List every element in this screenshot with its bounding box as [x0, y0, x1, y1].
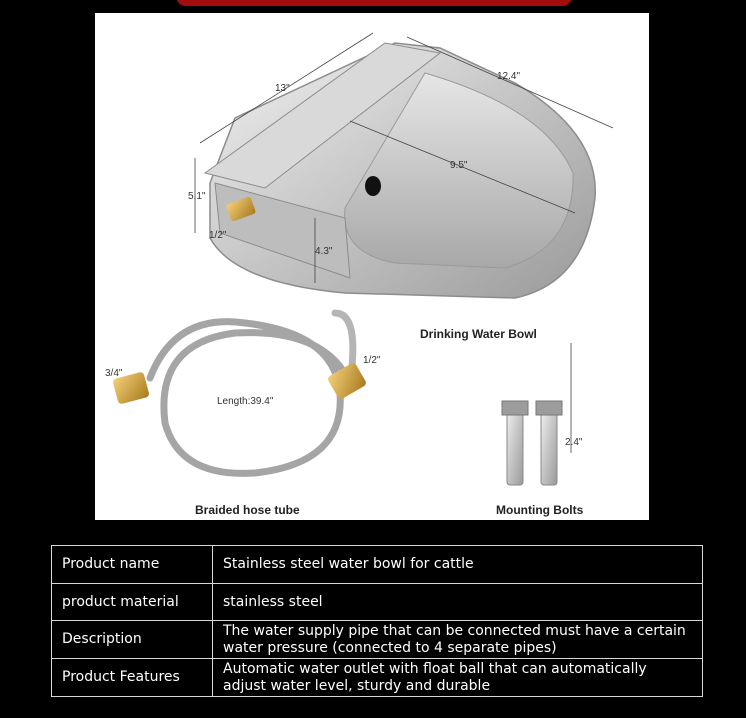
- spec-label: product material: [52, 584, 213, 621]
- dim-inlet: 1/2": [209, 230, 227, 241]
- caption-bolts: Mounting Bolts: [496, 503, 584, 517]
- dim-bolt-length: 2.4": [565, 437, 583, 448]
- spec-value: Automatic water outlet with float ball that can automatically adjust water level, sturdy and durable: [213, 659, 703, 697]
- spec-label: Description: [52, 621, 213, 659]
- dim-bowl-length: 13": [275, 83, 290, 94]
- dim-bowl-depth: 4.3": [315, 246, 333, 257]
- product-photo: [95, 13, 649, 520]
- dim-hose-end-right: 1/2": [363, 355, 381, 366]
- dim-hose-end-left: 3/4": [105, 368, 123, 379]
- spec-value: Stainless steel water bowl for cattle: [213, 546, 703, 584]
- mounting-bolts: [502, 401, 562, 485]
- caption-bowl: Drinking Water Bowl: [420, 327, 537, 341]
- caption-hose: Braided hose tube: [195, 503, 300, 517]
- water-bowl: [205, 43, 595, 298]
- table-row: [52, 546, 703, 584]
- spec-label: Product Features: [52, 659, 213, 697]
- braided-hose: [150, 313, 353, 473]
- spec-table: [51, 545, 703, 697]
- dim-hose-length: Length:39.4": [217, 396, 274, 407]
- spec-value: stainless steel: [213, 584, 703, 621]
- table-row: [52, 659, 703, 697]
- spec-label: Product name: [52, 546, 213, 584]
- dim-bowl-inner: 9.5": [450, 160, 468, 171]
- dim-bowl-height: 5.1": [188, 191, 206, 202]
- table-row: [52, 621, 703, 659]
- table-row: [52, 584, 703, 621]
- dim-bowl-width: 12.4": [497, 71, 521, 82]
- top-banner: [176, 0, 572, 6]
- spec-value: The water supply pipe that can be connected must have a certain water pressure (connected to 4 separate pipes): [213, 621, 703, 659]
